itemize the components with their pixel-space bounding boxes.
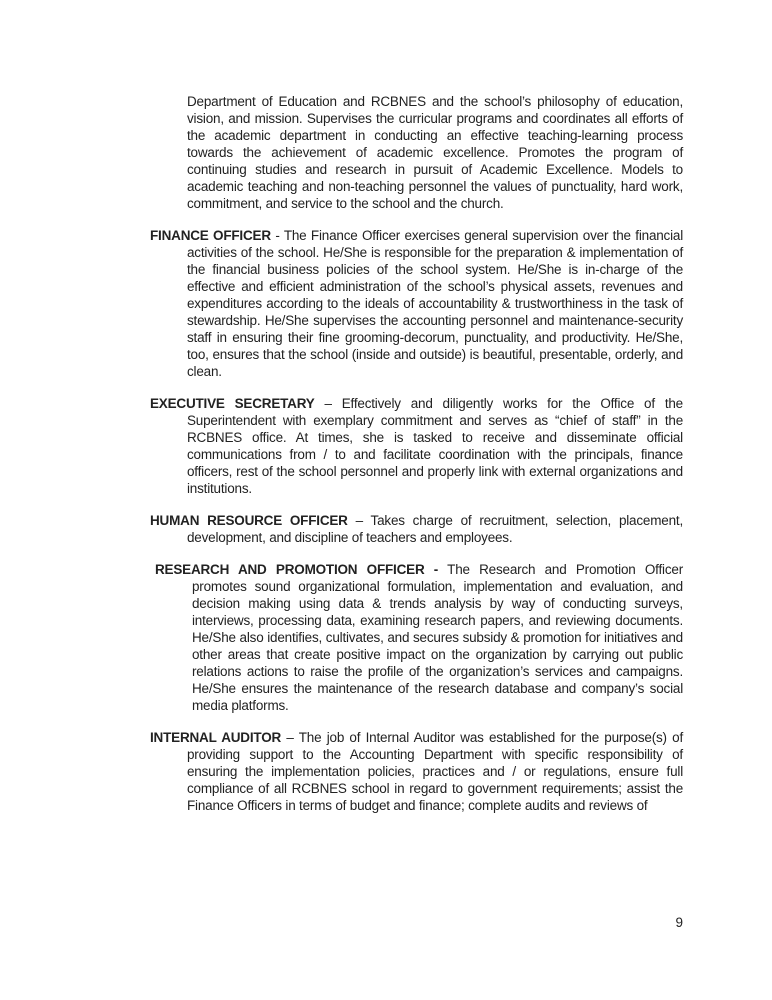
entry-human-resource-officer: [150, 512, 683, 546]
entry-title-finance-officer: FINANCE OFFICER: [150, 228, 271, 243]
paragraph-superintendent-continuation: Department of Education and RCBNES and the school’s philosophy of education, vision, and mission. Supervises the curricular programs and coordinates all efforts of the academic department in conducting an effective teaching-learning process towards the achievement of academic excellence. Promotes the program of continuing studies and research in pursuit of Academic Excellence. Models to academic teaching and non-teaching personnel the values of punctuality, hard work, commitment, and service to the school and the church.: [187, 94, 683, 211]
entry-body-internal-auditor: The job of Internal Auditor was established for the purpose(s) of providing support to the Accounting Department with specific responsibility of ensuring the implementation policies, practices and / or regulations, ensure full compliance of all RCBNES school in regard to government requirements; assist the Finance Officers in terms of budget and finance; complete audits and reviews of: [187, 730, 684, 813]
entry-body-finance-officer: The Finance Officer exercises general supervision over the financial activities of the school. He/She is responsible for the preparation & implementation of the financial business policies of the school system. He/She is in-charge of the effective and efficient administration of the school’s physical assets, revenues and expenditures according to the ideals of accountability & trustworthiness in the task of stewardship. He/She supervises the accounting personnel and maintenance-security staff in ensuring their fine grooming-decorum, punctuality, and productivity. He/She, too, ensures that the school (inside and outside) is beautiful, presentable, orderly, and clean.: [187, 228, 684, 379]
entry-title-executive-secretary: EXECUTIVE SECRETARY: [150, 396, 315, 411]
entry-title-human-resource-officer: HUMAN RESOURCE OFFICER: [150, 513, 348, 528]
entry-separator: [438, 562, 447, 577]
entry-separator: –: [314, 396, 342, 411]
page-content: [150, 93, 683, 829]
entry-separator: –: [281, 730, 299, 745]
entry-separator: -: [270, 228, 284, 243]
entry-title-internal-auditor: INTERNAL AUDITOR: [150, 730, 282, 745]
entry-research-and-promotion-officer: [150, 561, 683, 714]
entry-internal-auditor: [150, 729, 683, 814]
entry-body-executive-secretary: Effectively and diligently works for the Office of the Superintendent with exemplary commitment and serves as “chief of staff” in the RCBNES office. At times, she is tasked to receive and disseminate official communications from / to and facilitate coordination with the principals, finance officers, rest of the school personnel and properly link with external organizations and institutions.: [187, 396, 683, 496]
entry-executive-secretary: [150, 395, 683, 497]
page-number: 9: [675, 915, 683, 930]
entry-title-research-and-promotion-officer: RESEARCH AND PROMOTION OFFICER -: [155, 562, 439, 577]
entry-body-human-resource-officer: Takes charge of recruitment, selection, placement, development, and discipline of teachers and employees.: [187, 513, 683, 545]
entry-finance-officer: [150, 227, 683, 380]
entry-body-research-and-promotion-officer: The Research and Promotion Officer promotes sound organizational formulation, implementation and evaluation, and decision making using data & trends analysis by way of conducting surveys, interviews, processing data, examining research papers, and reviewing documents. He/She also identifies, cultivates, and secures subsidy & promotion for initiatives and other areas that create positive impact on the organization by carrying out public relations actions to raise the profile of the organization’s services and campaigns. He/She ensures the maintenance of the research database and company’s social media platforms.: [192, 562, 683, 713]
entry-separator: –: [347, 513, 371, 528]
